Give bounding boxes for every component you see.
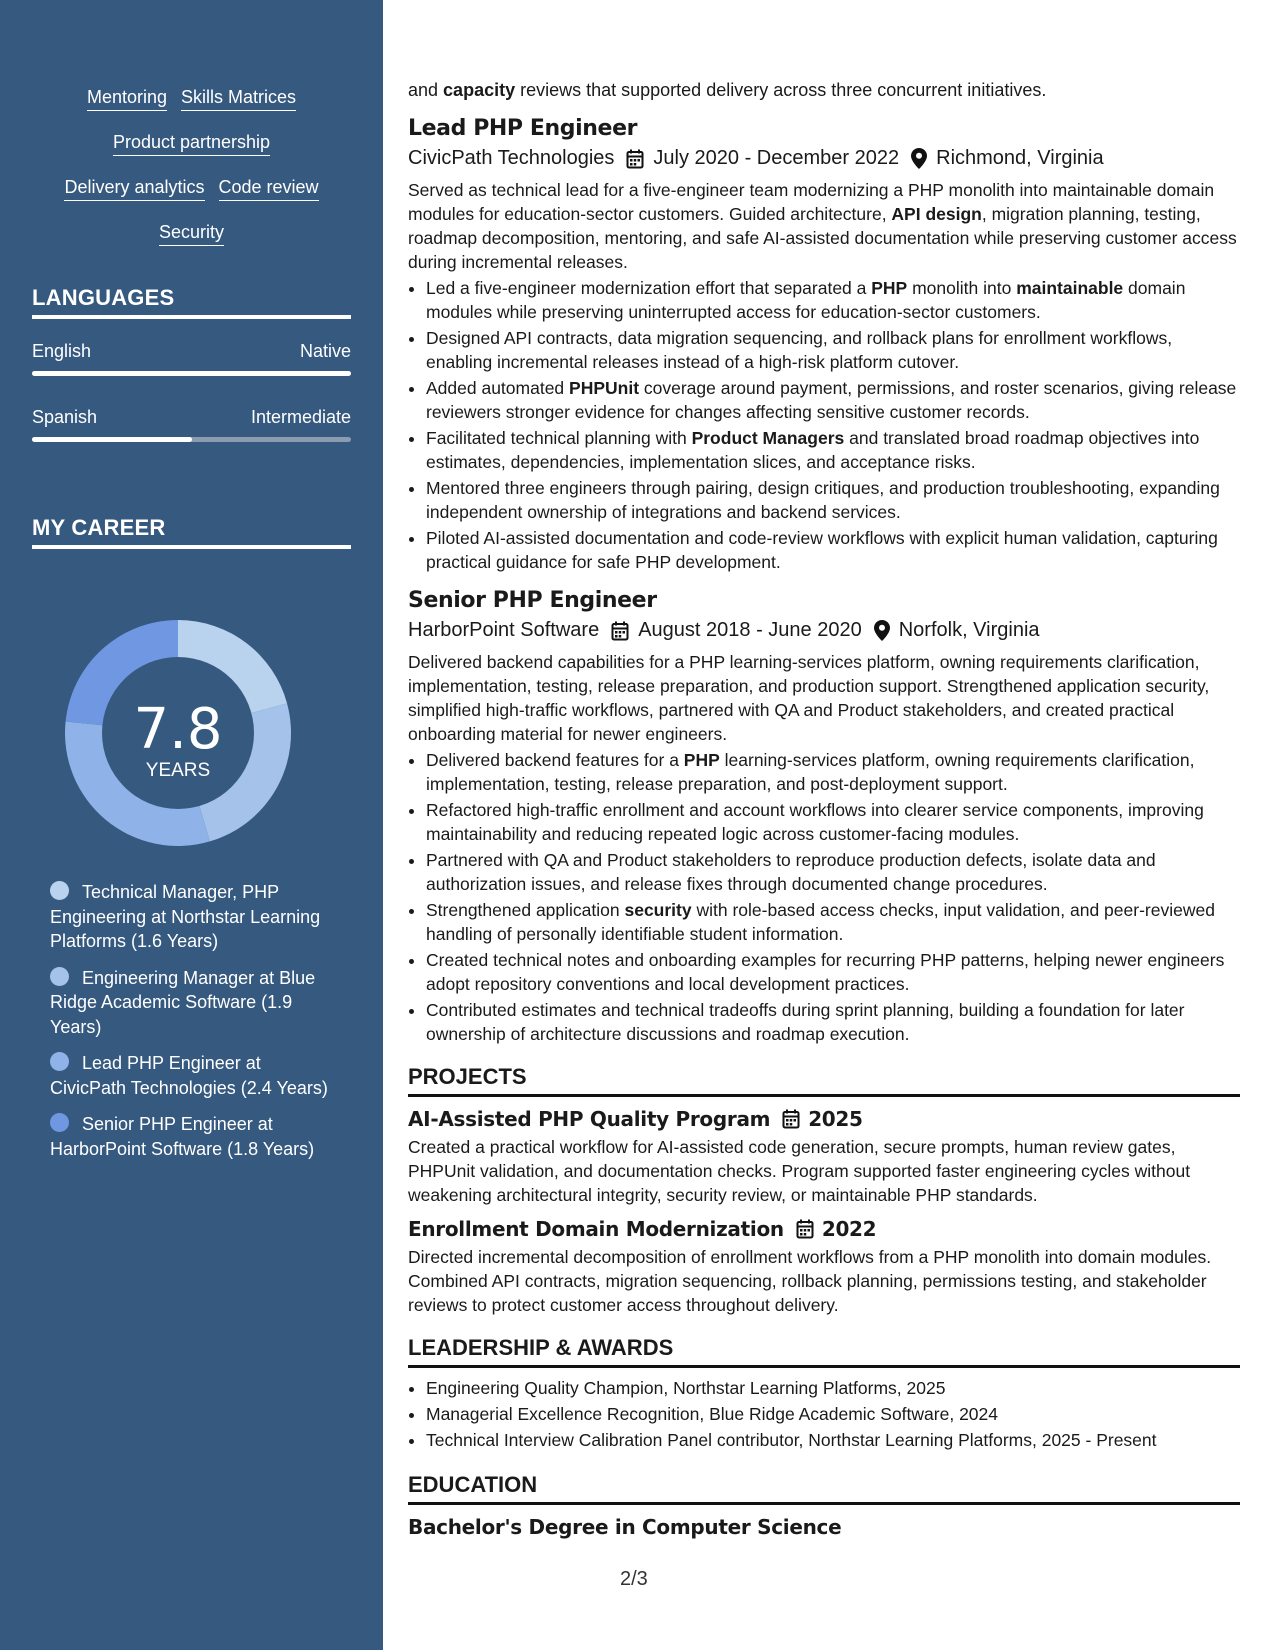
bullet-item <box>426 798 1240 846</box>
bullet-item <box>426 848 1240 896</box>
skill-tag: Delivery analytics <box>64 176 204 201</box>
experience-list <box>408 116 1240 1046</box>
awards-heading: LEADERSHIP & AWARDS <box>408 1335 1240 1368</box>
text-run: with role-based access checks, input validation, and peer-reviewed handling of personally identifiable student information. <box>426 900 1215 944</box>
project-year: 2022 <box>821 1217 877 1241</box>
language-row <box>32 341 351 362</box>
bullet-item <box>426 998 1240 1046</box>
bold-text: security <box>624 900 692 920</box>
language-bar <box>32 437 351 442</box>
career-legend-text: Technical Manager, PHP Engineering at Northstar Learning Platforms (1.6 Years) <box>50 882 321 951</box>
project-title <box>408 1107 1240 1131</box>
job-location: Norfolk, Virginia <box>898 619 1040 641</box>
main-content <box>408 78 1240 1539</box>
language-row <box>32 407 351 428</box>
language-level: Native <box>299 341 351 361</box>
job-company: CivicPath Technologies <box>408 147 615 169</box>
text-run: and translated broad roadmap objectives into estimates, dependencies, implementation slices, and acceptance risks. <box>426 428 1200 472</box>
job-meta <box>408 619 1240 642</box>
text-run: Designed API contracts, data migration sequencing, and rollback plans for enrollment workflows, enabling incremental releases instead of a high-risk platform cutover. <box>426 328 1173 372</box>
project-name: AI-Assisted PHP Quality Program <box>408 1107 771 1131</box>
skill-row <box>32 221 351 266</box>
bullet-item <box>426 426 1240 474</box>
career-legend-text: Senior PHP Engineer at HarborPoint Software (1.8 Years) <box>50 1114 315 1159</box>
text-run: Added automated <box>426 378 570 398</box>
calendar-icon <box>626 149 644 169</box>
language-item <box>32 341 351 376</box>
language-item <box>32 407 351 442</box>
bold-text: PHP <box>871 278 908 298</box>
continued-text: and capacity reviews that supported delivery across three concurrent initiatives. <box>408 80 1047 100</box>
languages-heading: LANGUAGES <box>32 285 351 319</box>
legend-dot <box>50 967 69 986</box>
bullet-item <box>426 326 1240 374</box>
award-item: • Managerial Excellence Recognition, Blue Ridge Academic Software, 2024 <box>426 1402 1240 1426</box>
project-description: Directed incremental decomposition of enrollment workflows from a PHP monolith into domain modules. Combined API contracts, migration sequencing, rollback planning, permissions testing, and stakeholder reviews to protect customer access throughout delivery. <box>408 1247 1212 1315</box>
career-total: 7.8 <box>133 697 223 762</box>
language-bar-fill <box>32 437 192 442</box>
projects-heading: PROJECTS <box>408 1064 1240 1097</box>
career-legend-item <box>50 966 340 1040</box>
job-title: Lead PHP Engineer <box>408 116 638 141</box>
bold-text: Product Managers <box>691 428 845 448</box>
language-bar-fill <box>32 371 351 376</box>
bullet-item <box>426 898 1240 946</box>
awards-list <box>408 1376 1240 1452</box>
calendar-icon <box>796 1219 814 1239</box>
text-run: Delivered backend capabilities for a PHP learning-services platform, owning requirements clarification, implementation, testing, release preparation, and production support. Strengthened application security, simplified high-traffic workflows, partnered with QA and Product stakeholders, and created practical onboarding material for newer engineers. <box>408 652 1210 744</box>
map-pin-icon <box>874 620 890 641</box>
skill-tag: Mentoring <box>87 86 167 111</box>
job-meta <box>408 147 1240 170</box>
job-summary <box>408 178 1240 274</box>
career-legend-text: Engineering Manager at Blue Ridge Academic Software (1.9 Years) <box>50 967 316 1037</box>
text-run: Delivered backend features for a <box>426 750 684 770</box>
education-heading: EDUCATION <box>408 1472 1240 1505</box>
job-location: Richmond, Virginia <box>936 147 1104 169</box>
award-item: • Engineering Quality Champion, Northstar Learning Platforms, 2025 <box>426 1376 1240 1400</box>
text-run: learning-services platform, owning requirements clarification, implementation, testing, release preparation, and post-deployment support. <box>426 750 1195 794</box>
career-heading: MY CAREER <box>32 515 351 549</box>
career-unit: YEARS <box>145 760 211 781</box>
legend-dot <box>50 1052 69 1071</box>
text-run: Strengthened application <box>426 900 625 920</box>
career-donut-chart <box>65 620 291 846</box>
language-level: Intermediate <box>250 407 351 427</box>
text-run: Created technical notes and onboarding examples for recurring PHP patterns, helping newer engineers adopt repository conventions and local development practices. <box>426 950 1225 994</box>
projects-list <box>408 1107 1240 1317</box>
skill-row <box>32 176 351 221</box>
job-company: HarborPoint Software <box>408 619 600 641</box>
text-run: monolith into <box>907 278 1017 298</box>
bullet-item <box>426 948 1240 996</box>
skills-list <box>32 86 351 266</box>
skill-tag: Security <box>159 221 224 246</box>
bullet-item <box>426 526 1240 574</box>
career-legend-item <box>50 1051 340 1100</box>
legend-dot <box>50 881 69 900</box>
skill-row <box>32 86 351 131</box>
skill-tag: Code review <box>219 176 319 201</box>
bold-text: maintainable <box>1016 278 1124 298</box>
project-name: Enrollment Domain Modernization <box>408 1217 784 1241</box>
career-legend-item <box>50 1112 340 1161</box>
text-run: Refactored high-traffic enrollment and account workflows into clearer service components, improving maintainability and reducing repeated logic across customer-facing modules. <box>426 800 1204 844</box>
page-number: 2/3 <box>620 1568 648 1590</box>
skill-tag: Skills Matrices <box>181 86 296 111</box>
project-description: Created a practical workflow for AI-assisted code generation, secure prompts, human review gates, PHPUnit validation, and documentation checks. Program supported faster engineering cycles without weakening architectural integrity, security review, or maintainable PHP standards. <box>408 1137 1191 1205</box>
job-entry <box>408 588 1240 1046</box>
text-run: Served as technical lead for a five-engineer team modernizing a PHP monolith into maintainable domain modules for education-sector customers. Guided architecture, <box>408 180 1215 224</box>
language-name: Spanish <box>32 407 98 427</box>
career-legend <box>50 880 340 1173</box>
map-pin-icon <box>911 148 927 169</box>
bullet-item <box>426 276 1240 324</box>
job-summary <box>408 650 1240 746</box>
job-bullets <box>408 748 1240 1046</box>
degree-title: Bachelor's Degree in Computer Science <box>408 1515 842 1539</box>
career-legend-text: Lead PHP Engineer at CivicPath Technologies (2.4 Years) <box>50 1053 328 1098</box>
text-run: Facilitated technical planning with <box>426 428 692 448</box>
text-run: coverage around payment, permissions, and roster scenarios, giving release reviewers stronger evidence for changes affecting sensitive customer records. <box>426 378 1237 422</box>
sidebar <box>0 0 383 1650</box>
job-entry <box>408 116 1240 574</box>
text-run: Led a five-engineer modernization effort that separated a <box>426 278 872 298</box>
legend-dot <box>50 1113 69 1132</box>
project-title <box>408 1217 1240 1241</box>
bold-text: PHP <box>683 750 720 770</box>
text-run: , migration planning, testing, roadmap decomposition, mentoring, and safe AI-assisted documentation while preserving customer access during incremental releases. <box>408 204 1237 272</box>
text-run: Mentored three engineers through pairing, design critiques, and production troubleshooting, expanding independent ownership of integrations and backend services. <box>426 478 1220 522</box>
bullet-item <box>426 376 1240 424</box>
bullet-item <box>426 748 1240 796</box>
language-bar <box>32 371 351 376</box>
text-run: domain modules while preserving uninterrupted access for education-sector customers. <box>426 278 1186 322</box>
bullet-item <box>426 476 1240 524</box>
text-run: Contributed estimates and technical tradeoffs during sprint planning, building a foundation for later ownership of architecture discussions and roadmap execution. <box>426 1000 1185 1044</box>
bold-text: PHPUnit <box>569 378 640 398</box>
calendar-icon <box>782 1109 800 1129</box>
calendar-icon <box>611 621 629 641</box>
skill-tag: Product partnership <box>113 131 270 156</box>
award-item: • Technical Interview Calibration Panel contributor, Northstar Learning Platforms, 2025 - Present <box>426 1428 1240 1452</box>
job-dates: July 2020 - December 2022 <box>653 147 900 169</box>
job-title: Senior PHP Engineer <box>408 588 657 613</box>
career-legend-item <box>50 880 340 954</box>
job-dates: August 2018 - June 2020 <box>638 619 862 641</box>
skill-row <box>32 131 351 176</box>
bold-text: API design <box>891 204 982 224</box>
project-year: 2025 <box>808 1107 863 1131</box>
language-name: English <box>32 341 92 361</box>
text-run: Partnered with QA and Product stakeholders to reproduce production defects, isolate data and authorization issues, and release fixes through documented change procedures. <box>426 850 1156 894</box>
text-run: Piloted AI-assisted documentation and code-review workflows with explicit human validation, capturing practical guidance for safe PHP development. <box>426 528 1218 572</box>
job-bullets <box>408 276 1240 574</box>
